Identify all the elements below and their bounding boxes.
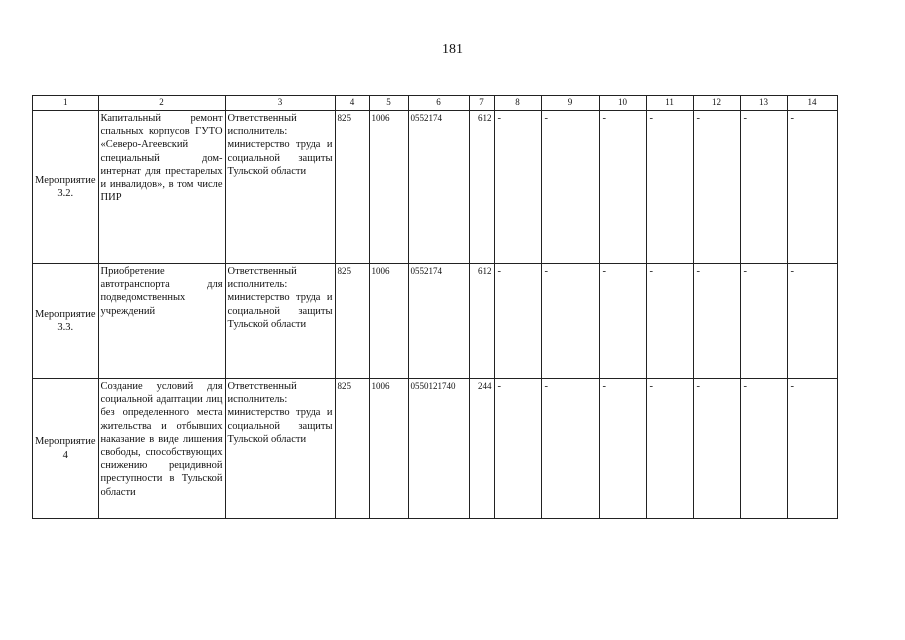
value-cell: - xyxy=(646,379,693,519)
code-cell: 0552174 xyxy=(408,111,469,264)
header-cell: 14 xyxy=(787,96,837,111)
value-cell: - xyxy=(646,264,693,379)
header-cell: 6 xyxy=(408,96,469,111)
page-number: 181 xyxy=(442,42,463,57)
activity-label: Мероприятие 3.3. xyxy=(33,264,99,379)
value-cell: - xyxy=(646,111,693,264)
header-cell: 1 xyxy=(33,96,99,111)
code-cell: 1006 xyxy=(369,379,408,519)
code-cell: 0550121740 xyxy=(408,379,469,519)
header-cell: 8 xyxy=(494,96,541,111)
table-row xyxy=(33,111,838,264)
value-cell: - xyxy=(599,264,646,379)
activity-name: Капитальный ремонт спальных корпусов ГУТО «Северо-Агеевский специальный дом-интернат для престарелых и инвалидов», в том числе ПИР xyxy=(98,111,225,264)
code-cell: 1006 xyxy=(369,264,408,379)
value-cell: - xyxy=(693,379,740,519)
value-cell: - xyxy=(541,264,599,379)
activity-name: Создание условий для социальной адаптации лиц без определенного места жительства и отбывших наказание в виде лишения свободы, способствующих снижению рецидивной преступности в Тульской области xyxy=(98,379,225,519)
value-cell: - xyxy=(541,379,599,519)
header-cell: 4 xyxy=(335,96,369,111)
header-cell: 7 xyxy=(469,96,494,111)
code-cell: 825 xyxy=(335,379,369,519)
table-row xyxy=(33,264,838,379)
activity-executor: Ответственный исполнитель: министерство труда и социальной защиты Тульской области xyxy=(225,111,335,264)
value-cell: - xyxy=(541,111,599,264)
value-cell: - xyxy=(693,111,740,264)
value-cell: - xyxy=(740,379,787,519)
value-cell: - xyxy=(494,111,541,264)
table-row xyxy=(33,379,838,519)
value-cell: - xyxy=(740,264,787,379)
program-table xyxy=(32,95,838,519)
activity-name: Приобретение автотранспорта для подведомственных учреждений xyxy=(98,264,225,379)
value-cell: - xyxy=(494,379,541,519)
value-cell: - xyxy=(787,379,837,519)
value-cell: - xyxy=(787,111,837,264)
code-cell: 1006 xyxy=(369,111,408,264)
code-cell: 825 xyxy=(335,264,369,379)
code-cell: 244 xyxy=(469,379,494,519)
header-cell: 3 xyxy=(225,96,335,111)
header-row xyxy=(33,96,838,111)
activity-executor: Ответственный исполнитель: министерство труда и социальной защиты Тульской области xyxy=(225,264,335,379)
header-cell: 12 xyxy=(693,96,740,111)
value-cell: - xyxy=(740,111,787,264)
value-cell: - xyxy=(693,264,740,379)
code-cell: 0552174 xyxy=(408,264,469,379)
code-cell: 612 xyxy=(469,264,494,379)
value-cell: - xyxy=(494,264,541,379)
code-cell: 612 xyxy=(469,111,494,264)
value-cell: - xyxy=(787,264,837,379)
header-cell: 2 xyxy=(98,96,225,111)
header-cell: 5 xyxy=(369,96,408,111)
activity-label: Мероприятие 4 xyxy=(33,379,99,519)
header-cell: 9 xyxy=(541,96,599,111)
header-cell: 13 xyxy=(740,96,787,111)
header-cell: 11 xyxy=(646,96,693,111)
header-cell: 10 xyxy=(599,96,646,111)
value-cell: - xyxy=(599,379,646,519)
activity-label: Мероприятие 3.2. xyxy=(33,111,99,264)
value-cell: - xyxy=(599,111,646,264)
activity-executor: Ответственный исполнитель: министерство труда и социальной защиты Тульской области xyxy=(225,379,335,519)
code-cell: 825 xyxy=(335,111,369,264)
